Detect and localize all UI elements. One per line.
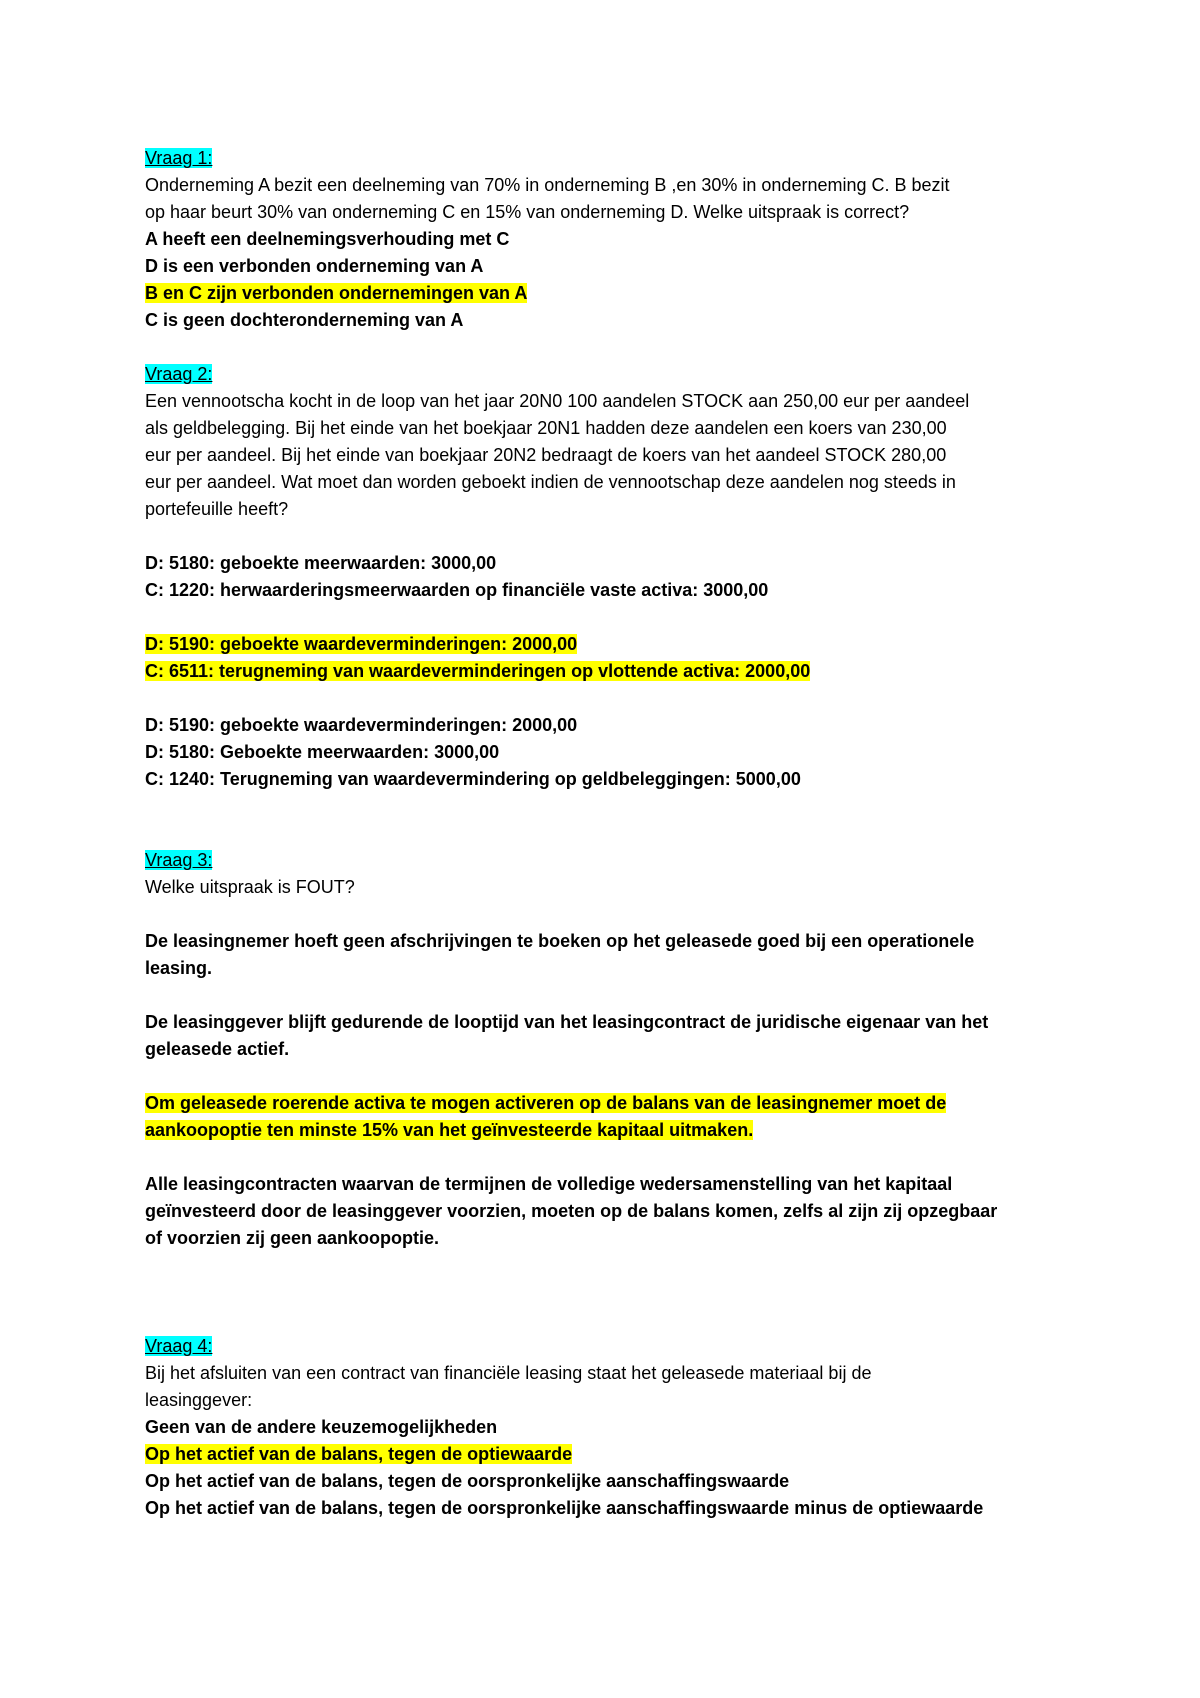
question-3-option-a-line: De leasingnemer hoeft geen afschrijvingen te boeken op het geleasede goed bij een operationele	[145, 931, 975, 951]
question-1-label: Vraag 1:	[145, 148, 213, 168]
question-3-option-d-line: Alle leasingcontracten waarvan de termijnen de volledige wedersamenstelling van het kapitaal	[145, 1174, 953, 1194]
question-2-text-line: portefeuille heeft?	[145, 499, 289, 519]
question-3-label: Vraag 3:	[145, 850, 213, 870]
question-3-text: Welke uitspraak is FOUT?	[145, 877, 355, 897]
question-4	[145, 1333, 1105, 1360]
question-3-option-d-line: geïnvesteerd door de leasinggever voorzien, moeten op de balans komen, zelfs al zijn zij opzegbaar	[145, 1201, 998, 1221]
question-2-text-line: Een vennootscha kocht in de loop van het jaar 20N0 100 aandelen STOCK aan 250,00 eur per aandeel	[145, 391, 970, 411]
question-2-text-line: eur per aandeel. Bij het einde van boekjaar 20N2 bedraagt de koers van het aandeel STOCK 280,00	[145, 445, 947, 465]
question-2-text-line: eur per aandeel. Wat moet dan worden geboekt indien de vennootschap deze aandelen nog steeds in	[145, 472, 956, 492]
question-4-option: Op het actief van de balans, tegen de oorspronkelijke aanschaffingswaarde	[145, 1471, 790, 1491]
question-2-correct-option-line: C: 6511: terugneming van waardeverminderingen op vlottende activa: 2000,00	[145, 661, 811, 681]
question-2-label: Vraag 2:	[145, 364, 213, 384]
question-3	[145, 847, 1105, 874]
question-4-text-line: Bij het afsluiten van een contract van financiële leasing staat het geleasede materiaal bij de	[145, 1363, 872, 1383]
question-2-option-c-line: C: 1240: Terugneming van waardevermindering op geldbeleggingen: 5000,00	[145, 769, 801, 789]
question-4-correct-option: Op het actief van de balans, tegen de optiewaarde	[145, 1444, 573, 1464]
question-2-text-line: als geldbelegging. Bij het einde van het boekjaar 20N1 hadden deze aandelen een koers van 230,00	[145, 418, 947, 438]
question-4-label: Vraag 4:	[145, 1336, 213, 1356]
question-1-option: C is geen dochteronderneming van A	[145, 310, 464, 330]
document-page	[145, 145, 1105, 1522]
question-2-correct-option-line: D: 5190: geboekte waardeverminderingen: 2000,00	[145, 634, 578, 654]
question-2	[145, 361, 1105, 388]
question-2-option-c-line: D: 5180: Geboekte meerwaarden: 3000,00	[145, 742, 500, 762]
question-3-option-b-line: De leasinggever blijft gedurende de looptijd van het leasingcontract de juridische eigenaar van het	[145, 1012, 989, 1032]
question-4-option: Op het actief van de balans, tegen de oorspronkelijke aanschaffingswaarde minus de optiewaarde	[145, 1498, 984, 1518]
question-2-option-c-line: D: 5190: geboekte waardeverminderingen: 2000,00	[145, 715, 578, 735]
question-1	[145, 145, 1105, 172]
question-2-option-a-line: C: 1220: herwaarderingsmeerwaarden op financiële vaste activa: 3000,00	[145, 580, 769, 600]
question-3-option-d-line: of voorzien zij geen aankoopoptie.	[145, 1228, 440, 1248]
question-4-text-line: leasinggever:	[145, 1390, 253, 1410]
question-4-option: Geen van de andere keuzemogelijkheden	[145, 1417, 498, 1437]
question-1-text-line: op haar beurt 30% van onderneming C en 15% van onderneming D. Welke uitspraak is correct?	[145, 202, 910, 222]
question-3-correct-option-line: Om geleasede roerende activa te mogen activeren op de balans van de leasingnemer moet de	[145, 1093, 947, 1113]
question-1-option: A heeft een deelnemingsverhouding met C	[145, 229, 510, 249]
question-3-correct-option-line: aankoopoptie ten minste 15% van het geïnvesteerde kapitaal uitmaken.	[145, 1120, 754, 1140]
question-1-option: D is een verbonden onderneming van A	[145, 256, 484, 276]
question-3-option-b-line: geleasede actief.	[145, 1039, 290, 1059]
question-3-option-a-line: leasing.	[145, 958, 213, 978]
question-2-option-a-line: D: 5180: geboekte meerwaarden: 3000,00	[145, 553, 497, 573]
question-1-correct-option: B en C zijn verbonden ondernemingen van A	[145, 283, 528, 303]
question-1-text-line: Onderneming A bezit een deelneming van 70% in onderneming B ,en 30% in onderneming C. B bezit	[145, 175, 950, 195]
